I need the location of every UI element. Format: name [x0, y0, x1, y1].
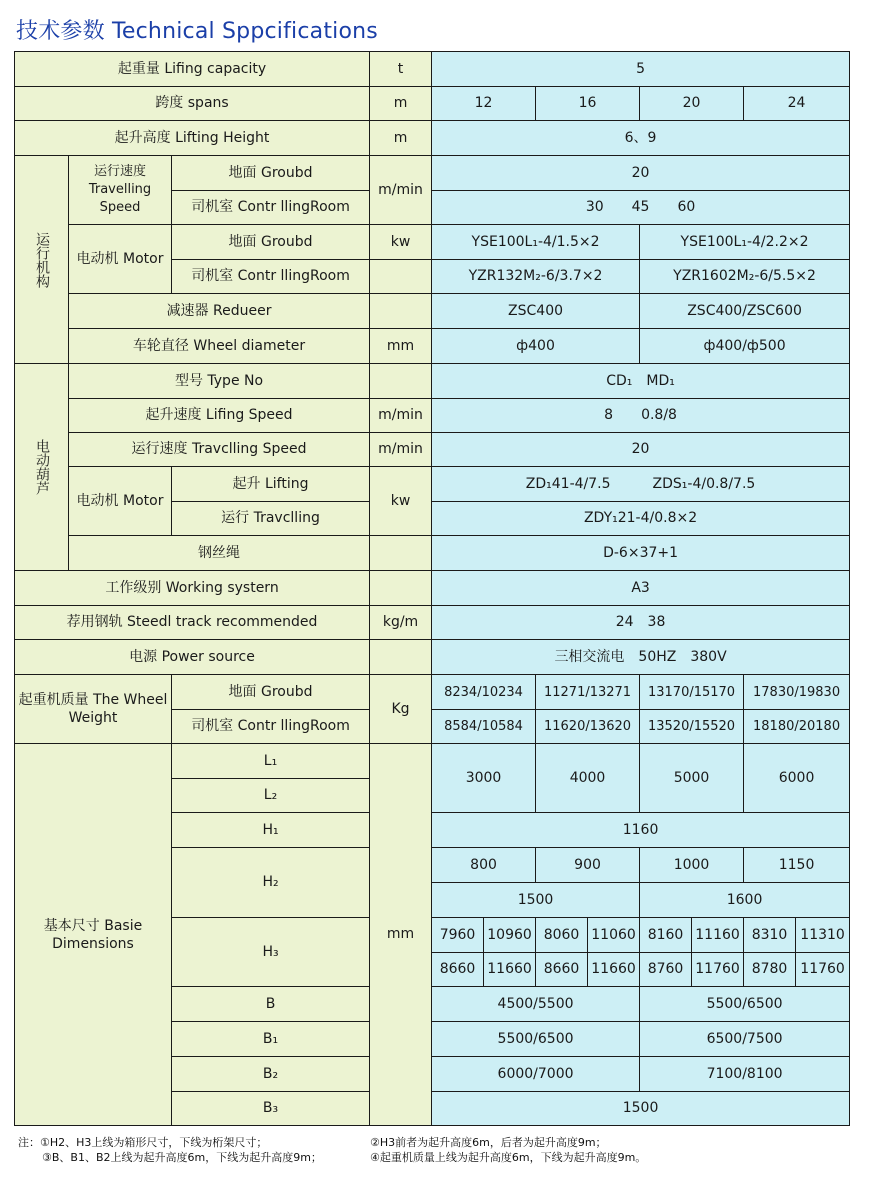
lift-height-value: 6、9: [432, 121, 850, 156]
dims-unit: mm: [370, 744, 432, 1126]
travel-speed-unit: m/min: [370, 156, 432, 225]
capacity-value: 5: [432, 52, 850, 87]
H3-value: 8660: [432, 953, 484, 987]
table-row: [15, 87, 850, 121]
dim-L2: L₂: [172, 779, 370, 813]
mech-motor-cabin-value: YZR1602M₂-6/5.5×2: [640, 260, 850, 294]
table-row: [15, 52, 850, 87]
table-row: [15, 294, 850, 329]
hoist-lifting-value: ZD₁41-4/7.5 ZDS₁-4/0.8/7.5: [432, 467, 850, 502]
travel-cabin-label: 司机室 Contr llingRoom: [172, 191, 370, 225]
B2-value: 7100/8100: [640, 1057, 850, 1092]
spans-label: 跨度 spans: [15, 87, 370, 121]
table-row: [15, 606, 850, 640]
lifting-speed-unit: m/min: [370, 399, 432, 433]
span-value: 16: [536, 87, 640, 121]
mech-motor-ground-label: 地面 Groubd: [172, 225, 370, 260]
hoist-travel-unit: m/min: [370, 433, 432, 467]
spans-unit: m: [370, 87, 432, 121]
H3-value: 10960: [484, 918, 536, 953]
empty-cell: [370, 364, 432, 399]
table-row: [15, 571, 850, 606]
dim-B2: B₂: [172, 1057, 370, 1092]
footnote-line: [18, 1150, 647, 1165]
weight-unit: Kg: [370, 675, 432, 744]
dim-H3: H₃: [172, 918, 370, 987]
mech-group-label: 运行机构: [15, 156, 69, 364]
hoist-travel-value: 20: [432, 433, 850, 467]
H2-value: 800: [432, 848, 536, 883]
work-class-value: A3: [432, 571, 850, 606]
table-row: [15, 744, 850, 779]
travel-ground-label: 地面 Groubd: [172, 156, 370, 191]
B1-value: 6500/7500: [640, 1022, 850, 1057]
H3-value: 8160: [640, 918, 692, 953]
table-row: [15, 536, 850, 571]
table-row: [15, 675, 850, 710]
reducer-value: ZSC400/ZSC600: [640, 294, 850, 329]
power-label: 电源 Power source: [15, 640, 370, 675]
span-value: 12: [432, 87, 536, 121]
track-value: 24 38: [432, 606, 850, 640]
empty-cell: [370, 571, 432, 606]
dim-B3: B₃: [172, 1092, 370, 1126]
dim-B: B: [172, 987, 370, 1022]
footnote-4: ④起重机质量上线为起升高度6m，下线为起升高度9m。: [370, 1151, 647, 1164]
empty-cell: [370, 294, 432, 329]
span-value: 24: [744, 87, 850, 121]
hoist-travel-motor-value: ZDY₁21-4/0.8×2: [432, 502, 850, 536]
weight-value: 8584/10584: [432, 710, 536, 744]
hoist-motor-unit: kw: [370, 467, 432, 536]
H3-value: 11060: [588, 918, 640, 953]
travel-ground-value: 20: [432, 156, 850, 191]
B3-value: 1500: [432, 1092, 850, 1126]
lift-height-label: 起升高度 Lifting Height: [15, 121, 370, 156]
travel-cabin-value: 30 45 60: [432, 191, 850, 225]
type-no-label: 型号 Type No: [69, 364, 370, 399]
mech-motor-ground-value: YSE100L₁-4/1.5×2: [432, 225, 640, 260]
weight-ground-label: 地面 Groubd: [172, 675, 370, 710]
weight-value: 17830/19830: [744, 675, 850, 710]
weight-value: 13170/15170: [640, 675, 744, 710]
spec-table: [14, 51, 850, 1126]
hoist-motor-label: 电动机 Motor: [69, 467, 172, 536]
weight-value: 13520/15520: [640, 710, 744, 744]
empty-cell: [370, 260, 432, 294]
dim-L1: L₁: [172, 744, 370, 779]
capacity-unit: t: [370, 52, 432, 87]
H3-value: 8660: [536, 953, 588, 987]
weight-value: 11620/13620: [536, 710, 640, 744]
weight-value: 18180/20180: [744, 710, 850, 744]
B2-value: 6000/7000: [432, 1057, 640, 1092]
mech-motor-ground-value: YSE100L₁-4/2.2×2: [640, 225, 850, 260]
table-row: [15, 225, 850, 260]
L-value: 6000: [744, 744, 850, 813]
B1-value: 5500/6500: [432, 1022, 640, 1057]
H3-value: 11660: [484, 953, 536, 987]
H3-value: 8310: [744, 918, 796, 953]
work-class-label: 工作级别 Working systern: [15, 571, 370, 606]
H3-value: 11760: [692, 953, 744, 987]
dim-B1: B₁: [172, 1022, 370, 1057]
footnote-1: ①H2、H3上线为箱形尺寸，下线为桁架尺寸；: [40, 1136, 268, 1149]
table-row: [15, 467, 850, 502]
dim-H1: H₁: [172, 813, 370, 848]
power-value: 三相交流电 50HZ 380V: [432, 640, 850, 675]
reducer-label: 减速器 Redueer: [69, 294, 370, 329]
wheel-unit: mm: [370, 329, 432, 364]
H1-value: 1160: [432, 813, 850, 848]
mech-motor-cabin-value: YZR132M₂-6/3.7×2: [432, 260, 640, 294]
dim-H2: H₂: [172, 848, 370, 918]
H3-value: 11160: [692, 918, 744, 953]
H2-value-b: 1600: [640, 883, 850, 918]
table-row: [15, 364, 850, 399]
H2-value: 1150: [744, 848, 850, 883]
footnote-line: [18, 1135, 607, 1150]
L-value: 5000: [640, 744, 744, 813]
rope-label: 钢丝绳: [69, 536, 370, 571]
L-value: 3000: [432, 744, 536, 813]
H3-value: 11760: [796, 953, 850, 987]
wheel-label: 车轮直径 Wheel diameter: [69, 329, 370, 364]
track-unit: kg/m: [370, 606, 432, 640]
H2-value: 900: [536, 848, 640, 883]
hoist-group-label: 电动葫芦: [15, 364, 69, 571]
dims-label: 基本尺寸 Basie Dimensions: [15, 744, 172, 1126]
footnote-prefix: 注：: [18, 1136, 40, 1149]
weight-value: 8234/10234: [432, 675, 536, 710]
wheel-value: ф400/ф500: [640, 329, 850, 364]
L-value: 4000: [536, 744, 640, 813]
lift-height-unit: m: [370, 121, 432, 156]
H3-value: 11310: [796, 918, 850, 953]
H2-value-b: 1500: [432, 883, 640, 918]
B-value: 4500/5500: [432, 987, 640, 1022]
table-row: [15, 433, 850, 467]
travel-speed-label: 运行速度 Travelling Speed: [69, 156, 172, 225]
rope-value: D-6×37+1: [432, 536, 850, 571]
table-row: [15, 640, 850, 675]
capacity-label: 起重量 Lifing capacity: [15, 52, 370, 87]
lifting-speed-label: 起升速度 Lifing Speed: [69, 399, 370, 433]
footnotes: [18, 1135, 647, 1165]
table-row: [15, 399, 850, 433]
footnote-3: ③B、B1、B2上线为起升高度6m，下线为起升高度9m；: [42, 1151, 322, 1164]
H3-value: 7960: [432, 918, 484, 953]
B-value: 5500/6500: [640, 987, 850, 1022]
mech-motor-unit: kw: [370, 225, 432, 260]
H2-value: 1000: [640, 848, 744, 883]
table-row: [15, 329, 850, 364]
span-value: 20: [640, 87, 744, 121]
table-row: [15, 121, 850, 156]
H3-value: 11660: [588, 953, 640, 987]
hoist-travel-label: 运行速度 Travclling Speed: [69, 433, 370, 467]
weight-value: 11271/13271: [536, 675, 640, 710]
H3-value: 8060: [536, 918, 588, 953]
mech-motor-label: 电动机 Motor: [69, 225, 172, 294]
H3-value: 8780: [744, 953, 796, 987]
weight-cabin-label: 司机室 Contr llingRoom: [172, 710, 370, 744]
footnote-2: ②H3前者为起升高度6m，后者为起升高度9m；: [370, 1136, 607, 1149]
wheel-value: ф400: [432, 329, 640, 364]
weight-label: 起重机质量 The Wheel Weight: [15, 675, 172, 744]
table-row: [15, 156, 850, 191]
empty-cell: [370, 640, 432, 675]
track-label: 荐用钢轨 Steedl track recommended: [15, 606, 370, 640]
H3-value: 8760: [640, 953, 692, 987]
hoist-lifting-label: 起升 Lifting: [172, 467, 370, 502]
type-no-value: CD₁ MD₁: [432, 364, 850, 399]
reducer-value: ZSC400: [432, 294, 640, 329]
empty-cell: [370, 536, 432, 571]
lifting-speed-value: 8 0.8/8: [432, 399, 850, 433]
mech-motor-cabin-label: 司机室 Contr llingRoom: [172, 260, 370, 294]
hoist-travel-motor-label: 运行 Travclling: [172, 502, 370, 536]
page-title: 技术参数 Technical Sppcifications: [16, 19, 378, 44]
